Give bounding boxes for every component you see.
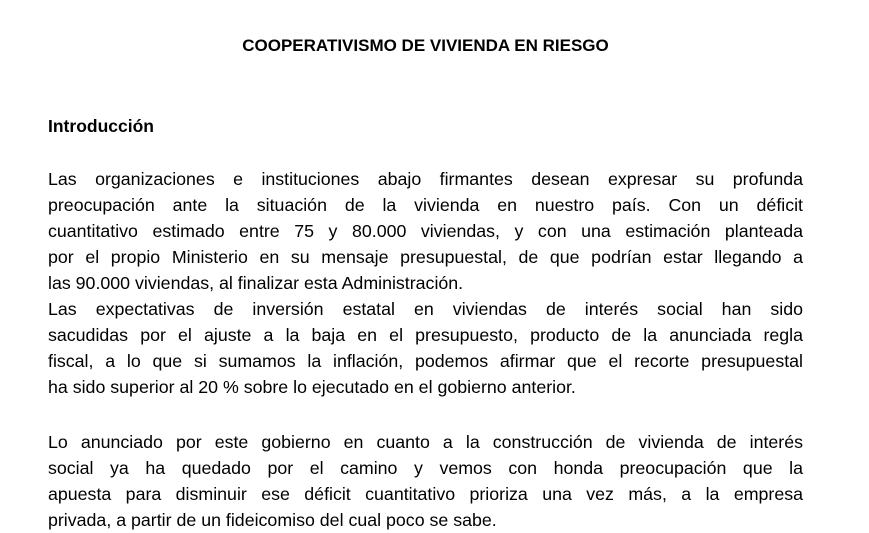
paragraph-1 — [48, 166, 803, 296]
paragraph-line: Lo anunciado por este gobierno en cuanto a la construcción de vivienda de interés — [48, 432, 803, 452]
paragraph-line: Las expectativas de inversión estatal en viviendas de interés social han sido — [48, 299, 803, 319]
paragraph-line: ha sido superior al 20 % sobre lo ejecutado en el gobierno anterior. — [48, 377, 576, 397]
paragraph-line: cuantitativo estimado entre 75 y 80.000 viviendas, y con una estimación planteada — [48, 221, 803, 241]
paragraph-line: las 90.000 viviendas, al finalizar esta Administración. — [48, 273, 464, 293]
paragraph-line: privada, a partir de un fideicomiso del cual poco se sabe. — [48, 510, 497, 530]
paragraph-line: apuesta para disminuir ese déficit cuantitativo prioriza una vez más, a la empresa — [48, 484, 803, 504]
paragraph-line: sacudidas por el ajuste a la baja en el presupuesto, producto de la anunciada regla — [48, 325, 803, 345]
section-heading-introduction: Introducción — [48, 116, 154, 136]
paragraph-2 — [48, 296, 803, 400]
paragraph-3 — [48, 429, 803, 533]
paragraph-line: social ya ha quedado por el camino y vemos con honda preocupación que la — [48, 458, 803, 478]
paragraph-line: preocupación ante la situación de la vivienda en nuestro país. Con un déficit — [48, 195, 803, 215]
paragraph-line: Las organizaciones e instituciones abajo firmantes desean expresar su profunda — [48, 169, 803, 189]
paragraph-line: por el propio Ministerio en su mensaje presupuestal, de que podrían estar llegando a — [48, 247, 803, 267]
paragraph-line: fiscal, a lo que si sumamos la inflación, podemos afirmar que el recorte presupuestal — [48, 351, 803, 371]
document-title: COOPERATIVISMO DE VIVIENDA EN RIESGO — [242, 36, 609, 55]
